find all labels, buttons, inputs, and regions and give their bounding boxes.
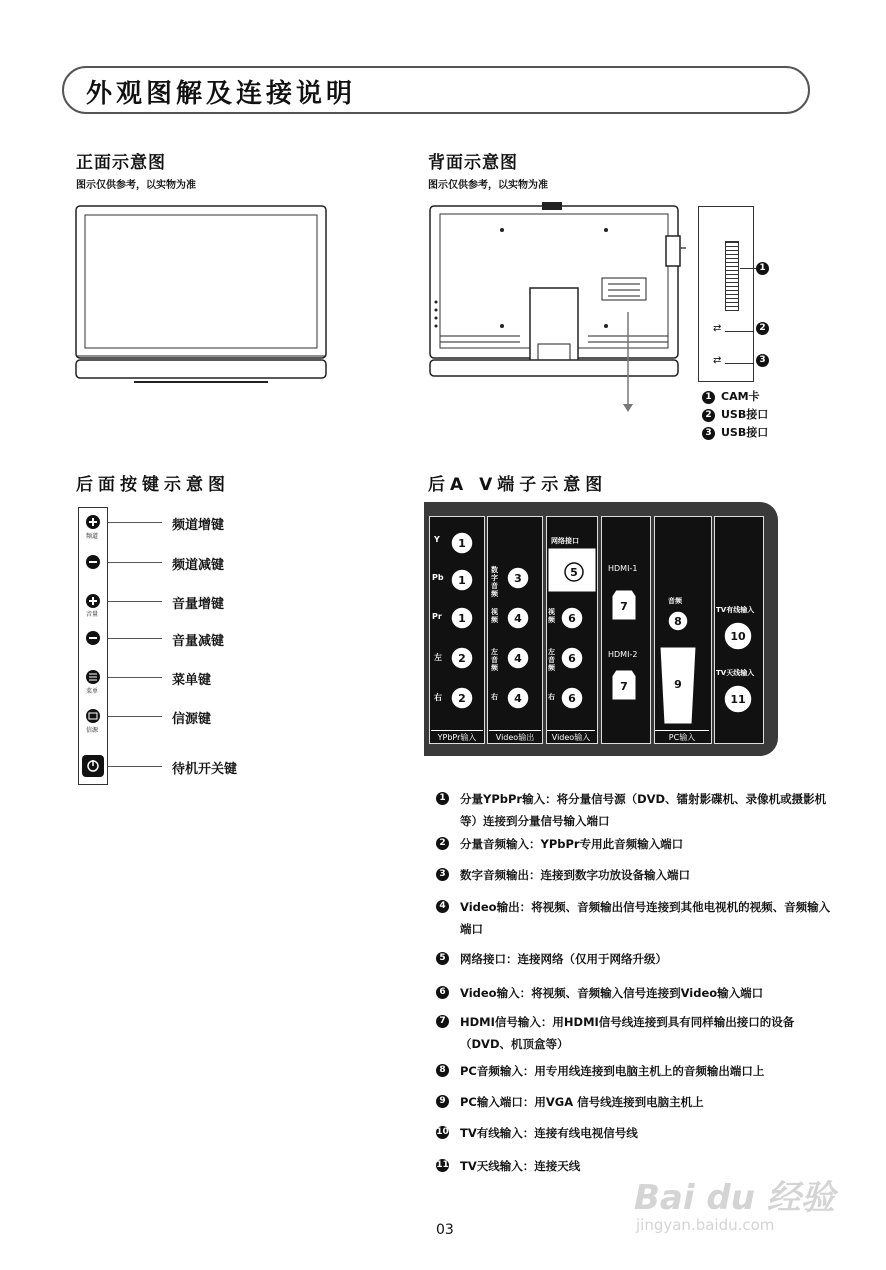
hdmi1-label: HDMI-1 xyxy=(608,564,638,573)
key-label-menu: 菜单键 xyxy=(172,673,212,688)
svg-text:6: 6 xyxy=(568,692,576,705)
desc-text: 数字音频输出：连接到数字功放设备输入端口 xyxy=(460,868,690,882)
key-label-vol-up: 音量增键 xyxy=(172,597,225,612)
title-banner xyxy=(62,66,810,114)
desc-text: 网络接口：连接网络（仅用于网络升级） xyxy=(460,952,667,966)
key-label-ch-up: 频道增键 xyxy=(172,518,225,533)
network-label: 网络接口 xyxy=(551,537,579,545)
divider xyxy=(725,363,753,364)
legend-item xyxy=(702,388,768,406)
svg-text:1: 1 xyxy=(458,537,466,550)
desc-text: HDMI信号输入：用HDMI信号线连接到具有同样输出接口的设备（DVD、机顶盒等） xyxy=(460,1015,795,1051)
svg-text:10: 10 xyxy=(730,630,746,643)
page-number: 03 xyxy=(436,1222,454,1238)
desc-badge: 7 xyxy=(436,1015,449,1028)
legend-item xyxy=(702,406,768,424)
desc-badge: 4 xyxy=(436,900,449,913)
desc-text: Video输出：将视频、音频输出信号连接到其他电视机的视频、音频输入端口 xyxy=(460,900,831,936)
ypbpr-label-right: 右 xyxy=(434,693,442,702)
desc-text: 分量音频输入：YPbPr专用此音频输入端口 xyxy=(460,837,684,851)
leader-line xyxy=(108,601,162,602)
svg-text:3: 3 xyxy=(514,572,522,585)
video-in-audio-label: 左音频 xyxy=(548,648,555,672)
desc-text: Video输入：将视频、音频输入信号连接到Video输入端口 xyxy=(460,986,764,1000)
callout-badge: 2 xyxy=(756,322,769,335)
av-ports-drawing xyxy=(424,502,778,756)
page-title: 外观图解及连接说明 xyxy=(86,79,357,109)
desc-item xyxy=(436,788,836,832)
back-legend xyxy=(702,388,768,442)
desc-text: TV有线输入：连接有线电视信号线 xyxy=(460,1126,638,1140)
usb-icon: ⇄ xyxy=(713,355,722,366)
svg-text:5: 5 xyxy=(570,566,578,579)
video-out-right-label: 右 xyxy=(491,693,498,701)
desc-badge: 3 xyxy=(436,868,449,881)
legend-label: USB接口 xyxy=(721,426,769,439)
video-in-right-label: 右 xyxy=(548,693,555,701)
tv-cable-label: TV有线输入 xyxy=(716,606,755,614)
tv-back-illustration xyxy=(426,200,686,420)
desc-badge: 10 xyxy=(436,1127,449,1137)
svg-text:11: 11 xyxy=(730,693,746,706)
svg-text:1: 1 xyxy=(458,612,466,625)
callout-line xyxy=(740,268,756,269)
leader-line xyxy=(108,522,162,523)
back-heading: 背面示意图 xyxy=(428,153,518,173)
callout-badge: 3 xyxy=(756,354,769,367)
video-out-digital-label: 数字音频 xyxy=(491,566,498,598)
key-label-vol-down: 音量减键 xyxy=(172,634,225,649)
video-in-footer: Video输入 xyxy=(547,730,595,743)
desc-badge: 1 xyxy=(436,792,449,805)
desc-text: PC输入端口：用VGA 信号线连接到电脑主机上 xyxy=(460,1095,704,1109)
leader-line xyxy=(108,716,162,717)
key-icon-label: 菜单 xyxy=(86,688,99,695)
desc-text: PC音频输入：用专用线连接到电脑主机上的音频输出端口上 xyxy=(460,1064,765,1078)
front-heading: 正面示意图 xyxy=(76,153,166,173)
side-panel xyxy=(698,206,754,382)
desc-badge: 11 xyxy=(436,1160,449,1170)
svg-text:9: 9 xyxy=(674,678,682,691)
desc-badge: 8 xyxy=(436,1064,449,1077)
svg-text:6: 6 xyxy=(568,612,576,625)
ypbpr-label-pr: Pr xyxy=(432,612,442,621)
svg-text:8: 8 xyxy=(674,615,682,628)
video-out-video-label: 视频 xyxy=(491,608,498,624)
tv-antenna-label: TV天线输入 xyxy=(716,669,755,677)
svg-text:4: 4 xyxy=(514,652,522,665)
tv-front-illustration xyxy=(74,204,328,386)
keys-heading: 后面按键示意图 xyxy=(76,475,230,495)
svg-text:1: 1 xyxy=(458,574,466,587)
key-icon-label: 频道 xyxy=(86,533,99,540)
av-heading: 后A V端子示意图 xyxy=(428,475,608,495)
desc-text: 分量YPbPr输入：将分量信号源（DVD、镭射影碟机、录像机或摄影机等）连接到分量信号输入端口 xyxy=(460,792,827,828)
video-out-footer: Video输出 xyxy=(489,730,541,743)
leader-line xyxy=(108,677,162,678)
watermark-url: jingyan.baidu.com xyxy=(636,1216,775,1234)
ypbpr-label-pb: Pb xyxy=(432,573,444,582)
back-note: 图示仅供参考，以实物为准 xyxy=(428,180,548,191)
pc-audio-label: 音频 xyxy=(668,597,682,605)
key-label-source: 信源键 xyxy=(172,712,212,727)
key-label-ch-down: 频道减键 xyxy=(172,558,225,573)
callout-badge: 1 xyxy=(756,262,769,275)
ypbpr-label-y: Y xyxy=(434,535,440,544)
svg-text:4: 4 xyxy=(514,692,522,705)
leader-line xyxy=(108,638,162,639)
desc-badge: 5 xyxy=(436,952,449,965)
front-note: 图示仅供参考，以实物为准 xyxy=(76,180,196,191)
key-icon-label: 信源 xyxy=(86,727,99,734)
usb-icon: ⇄ xyxy=(713,323,722,334)
watermark-brand: Bai du 经验 xyxy=(634,1178,835,1218)
key-label-power: 待机开关键 xyxy=(172,762,238,777)
legend-label: CAM卡 xyxy=(721,390,760,403)
ypbpr-footer: YPbPr输入 xyxy=(431,730,483,743)
pc-footer: PC输入 xyxy=(655,730,709,743)
key-icon-label: 音量 xyxy=(86,611,99,618)
svg-text:7: 7 xyxy=(620,600,628,613)
desc-badge: 6 xyxy=(436,986,449,999)
svg-text:2: 2 xyxy=(458,652,466,665)
svg-text:4: 4 xyxy=(514,612,522,625)
desc-badge: 9 xyxy=(436,1095,449,1108)
divider xyxy=(725,331,753,332)
video-in-video-label: 视频 xyxy=(548,608,555,624)
key-icons xyxy=(80,507,108,783)
legend-badge: 2 xyxy=(702,409,715,422)
legend-label: USB接口 xyxy=(721,408,769,421)
legend-item xyxy=(702,424,768,442)
leader-line xyxy=(108,562,162,563)
desc-badge: 2 xyxy=(436,837,449,850)
hdmi2-label: HDMI-2 xyxy=(608,650,638,659)
legend-badge: 3 xyxy=(702,427,715,440)
svg-text:7: 7 xyxy=(620,680,628,693)
cam-slot xyxy=(725,241,739,311)
svg-text:2: 2 xyxy=(458,692,466,705)
svg-text:6: 6 xyxy=(568,652,576,665)
legend-badge: 1 xyxy=(702,391,715,404)
ypbpr-label-left: 左 xyxy=(434,653,442,662)
video-out-audio-label: 左音频 xyxy=(491,648,498,672)
leader-line xyxy=(108,766,162,767)
desc-text: TV天线输入：连接天线 xyxy=(460,1159,581,1173)
